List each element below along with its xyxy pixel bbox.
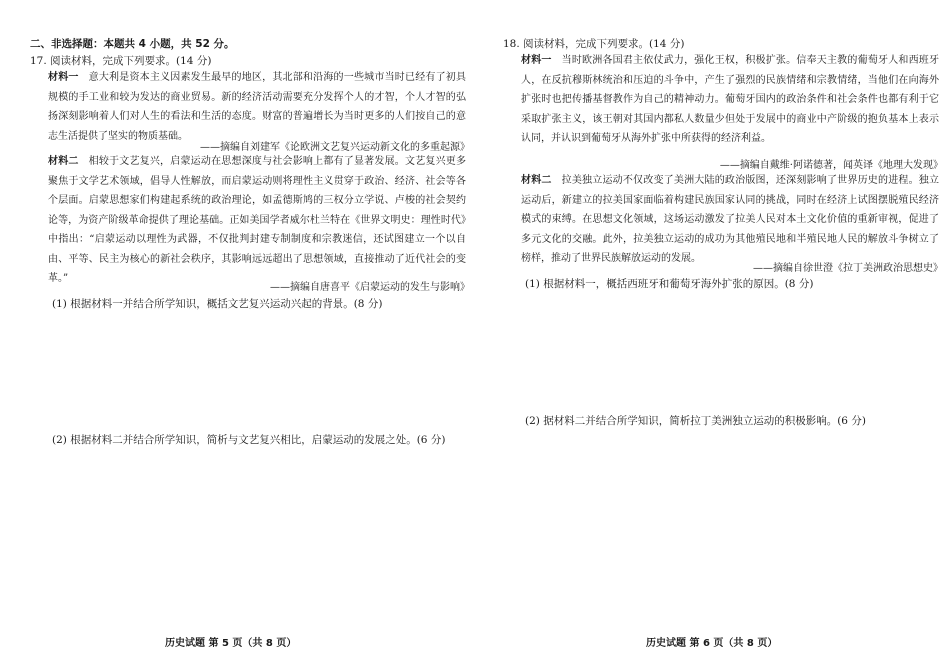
q18-sub1: (1) 根据材料一，概括西班牙和葡萄牙海外扩张的原因。(8 分)	[525, 278, 814, 290]
q18-material1	[521, 51, 939, 149]
q17-sub2: (2) 根据材料二并结合所学知识，简析与文艺复兴相比，启蒙运动的发展之处。(6 分)	[52, 434, 446, 446]
q18-material2-label: 材料二	[521, 175, 552, 186]
q18-material1-source: ——摘编自戴维·阿诺德著，闻英译《地理大发现》	[719, 160, 943, 171]
q17-material2-text: 相较于文艺复兴，启蒙运动在思想深度与社会影响上都有了显著发展。文艺复兴更多聚焦于文学艺术领域，倡导人性解放，而启蒙运动则将理性主义贯穿于政治、经济、社会等各个层面。启蒙思想家们构建起系统的政治理论，如孟德斯鸠的三权分立学说、卢梭的社会契约论等，为资产阶级革命提供了理论基础。正如美国学者威尔杜兰特在《世界文明史：理性时代》中指出：“启蒙运动以理性为武器，不仅批判封建专制制度和宗教迷信，还试图建立一个以自由、平等、民主为核心的新社会秩序，其影响远远超出了思想领域，直接推动了近代社会的变革。”	[48, 156, 467, 284]
left-footer: 历史试题 第 5 页（共 8 页）	[165, 638, 297, 649]
q18-material2-text: 拉美独立运动不仅改变了美洲大陆的政治版图，还深刻影响了世界历史的进程。独立运动后，新建立的拉美国家面临着构建民族国家认同的挑战，同时在经济上试图摆脱殖民经济模式的束缚。在思想文化领域，这场运动激发了拉美人民对本土文化价值的重新审视，促进了多元文化的交融。此外，拉美独立运动的成功为其他殖民地和半殖民地人民的解放斗争树立了榜样，推动了世界民族解放运动的发展。	[521, 175, 940, 264]
q17-material2-label: 材料二	[48, 156, 79, 167]
q17-material1-text: 意大利是资本主义因素发生最早的地区，其北部和沿海的一些城市当时已经有了初具规模的手工业和较为发达的商业贸易。新的经济活动需要充分发挥个人的才智，个人才智的弘扬深刻影响着人们对人生的看法和生活的态度。财富的普遍增长为当时更多的人们按自己的意志生活提供了坚实的物质基础。	[48, 72, 467, 142]
q17-material2	[48, 152, 466, 289]
q17-material2-source: ——摘编自唐喜平《启蒙运动的发生与影响》	[270, 282, 470, 293]
q17-material1	[48, 68, 466, 146]
q17-sub1: (1) 根据材料一并结合所学知识，概括文艺复兴运动兴起的背景。(8 分)	[52, 298, 383, 310]
section-title: 二、非选择题：本题共 4 小题，共 52 分。	[30, 38, 235, 50]
q18-material1-text: 当时欧洲各国君主依仗武力，强化王权，积极扩张。信奉天主教的葡萄牙人和西班牙人，在反抗穆斯林统治和压迫的斗争中，产生了强烈的民族情绪和宗教情绪，当他们在向海外扩张时也把传播基督教作为自己的精神动力。葡萄牙国内的政治条件和社会条件也都有利于它采取扩张主义，该王朝对其国内都私人数量少但处于发展中的商业中产阶级的抱负基本上表示认同，并认识到葡萄牙从海外扩张中所获得的经济利益。	[521, 55, 940, 144]
q18-material2	[521, 171, 939, 269]
q17-header: 17. 阅读材料，完成下列要求。(14 分)	[30, 55, 212, 67]
q18-material1-label: 材料一	[521, 55, 552, 66]
q17-material1-source: ——摘编自刘建军《论欧洲文艺复兴运动新文化的多重起源》	[200, 142, 470, 153]
q17-material1-label: 材料一	[48, 72, 79, 83]
right-footer: 历史试题 第 6 页（共 8 页）	[646, 638, 778, 649]
q18-sub2: (2) 据材料二并结合所学知识，简析拉丁美洲独立运动的积极影响。(6 分)	[525, 415, 866, 427]
q18-header: 18. 阅读材料，完成下列要求。(14 分)	[503, 38, 685, 50]
q18-material2-source: ——摘编自徐世澄《拉丁美洲政治思想史》	[753, 263, 943, 274]
